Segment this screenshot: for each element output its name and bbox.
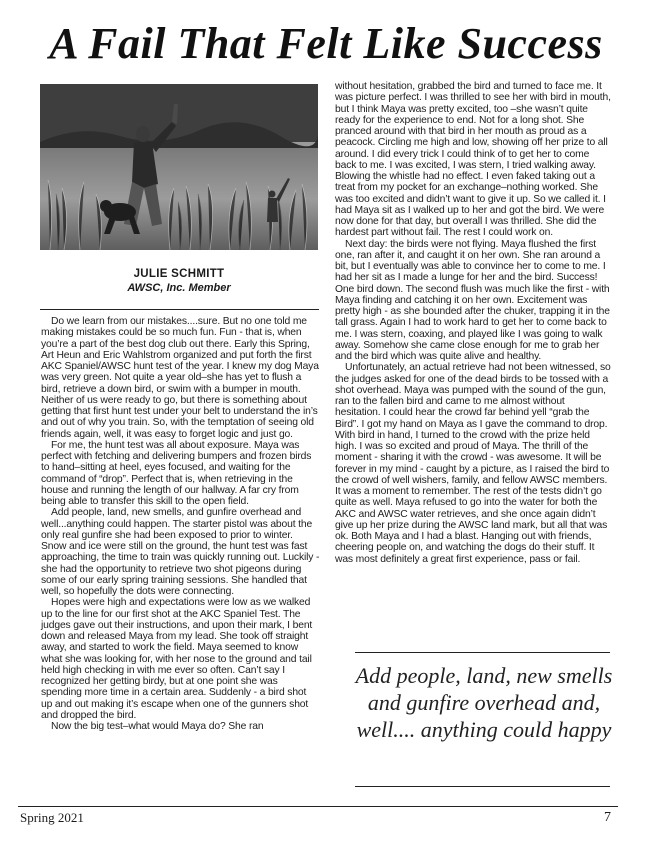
paragraph: without hesitation, grabbed the bird and turned to face me. It was picture perfect. I was thrilled to see her with bird in mouth, but I think Maya was pretty excited, too –she wasn’t quite ready for the experience to end. Not for a long shot. She pranced around with that bird in her mouth as proud as a peacock. Circling me high and low, showing off her prize to all around. I did every trick I could think of to get her to come back to me. I was excited, I was stern, I tried walking away. Blowing the whistle had no effect. I even faked taking out a treat from my pocket for an exchange–nothing worked. She was too excited and didn’t want to give it up. So we called it. I had Maya sit as I walked up to her and got the bird. We were now done for that day, but overall I was thrilled. She did the hardest part without fail. The rest I could work on. [335, 81, 611, 239]
issue-label: Spring 2021 [20, 810, 84, 825]
left-column [41, 316, 320, 732]
author-name: JULIE SCHMITT [133, 268, 225, 280]
article-title: A Fail That Felt Like Success [49, 19, 603, 68]
pullquote-top-rule [355, 652, 610, 653]
author-org: AWSC, Inc. Member [127, 282, 231, 294]
paragraph: Hopes were high and expectations were low as we walked up to the line for our first shot at the AKC Spaniel Test. The judges gave out their instructions, and upon their mark, I bent down and released Maya from my lead. She took off straight away, and started to work the field. Maya seemed to know what she was looking for, with her nose to the ground and tail held high checking in with me ever so often. Can’t say I recognized her getting birdy, but at one point she was spending more time in a certain area. Suddenly - a bird shot up and out making it’s escape when one of the gunners shot and dropped the bird. [41, 597, 313, 721]
paragraph: Do we learn from our mistakes....sure. But no one told me making mistakes could be so much fun. Fun - that is, when you’re a part of the best dog club out there. Early this Spring, Art Heun and Eric Wahlstrom organized and put forth the first AKC Spaniel/AWSC hunt test of the year. I knew my dog Maya was very green. Not quite a year old–she has yet to flush a bird, retrieve a down bird, or swim with a bumper in mouth. Neither of us were ready to go, but there is something about getting that first hunt test under your belt to understand the in’s and out of why you train. So, with the temptation of seeing old friends again, well, it was easy to forget logic and just go. [41, 316, 319, 440]
pull-quote: Add people, land, new smells and gunfire overhead and, well.... anything could happy [355, 663, 613, 742]
paragraph: Next day: the birds were not flying. Maya flushed the first one, ran after it, and caught it on her own. She ran around a bit, but I eventually was able to convince her to come to me. I had her sit as I made a lunge for her and the bird. Success! One bird down. The second flush was much like the first - with Maya finding and catching it on her own. Excitement was pretty high - as she bounded after the chuker, trapping it in the tall grass. Again I had to work hard to get her to come back to me. I was stern, coaxing, and played like I was going to walk away. Somehow she came close enough for me to grab her and the bird which was quite alive and healthy. [335, 238, 610, 362]
byline-divider [40, 309, 319, 310]
pullquote-bottom-rule [355, 786, 610, 787]
paragraph: Add people, land, new smells, and gunfire overhead and well...anything could happen. The starter pistol was about the only real gunfire she had been exposed to prior to winter. Snow and ice were still on the ground, the hunt test was fast approaching, the time to train was quickly running out. Luckily - she had the opportunity to retrieve two shot pigeons during some of our early spring training sessions. She handled that well, so hopefully the dots were connecting. [41, 507, 320, 597]
paragraph: Now the big test–what would Maya do? She ran [51, 721, 264, 732]
right-column [335, 81, 611, 565]
page-number: 7 [604, 810, 611, 825]
paragraph: Unfortunately, an actual retrieve had not been witnessed, so the judges asked for one of the dead birds to be tossed with a shot overhead. Maya was pumped with the sound of the gun, ran to the fallen bird and came to me almost without hesitation. I could hear the crowd far behind yell “grab the Bird”. I got my hand on Maya as I gave the command to drop. With bird in hand, I turned to the crowd with the prize held high. I was so excited and proud of Maya. The thrill of the moment - sharing it with the crowd - was awesome. It will be forever in my mind - caught by a picture, as I raised the bird to the crowd of well wishers, family, and fellow AWSC members. It was a moment to remember. The rest of the tests didn’t go quite as well. Maya refused to go into the water for both the AKC and AWSC water retrieves, and she once again didn’t give up her prize during the AWSC land mark, but all that was ok. Both Maya and I had a blast. Hanging out with friends, cheering people on, and watching the dogs do their stuff. It was most definitely a great first experience, pass or fail. [335, 362, 611, 565]
paragraph: For me, the hunt test was all about exposure. Maya was perfect with fetching and delivering bumpers and frozen birds to hand–sitting at heel, eyes focused, and waiting for the command of “drop”. Perfect that is, when retrieving in the house and running the length of our hallway. A far cry from being able to transfer this skill to the open field. [41, 439, 312, 507]
footer-divider [18, 806, 618, 807]
article-photo [40, 84, 318, 250]
byline [40, 268, 318, 294]
